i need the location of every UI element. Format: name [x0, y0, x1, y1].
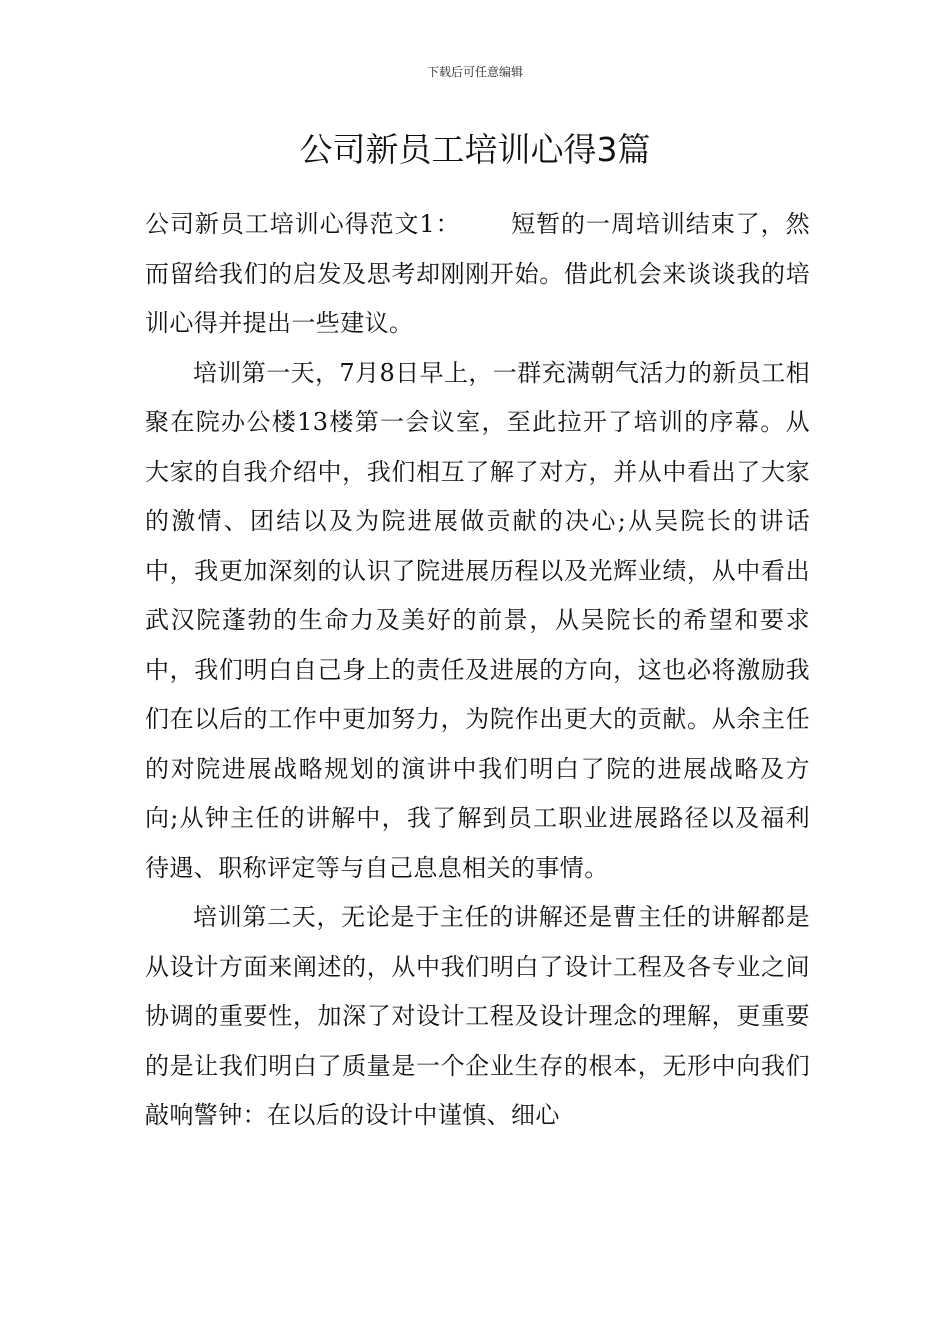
paragraph-day-one: 培训第一天，7月8日早上，一群充满朝气活力的新员工相聚在院办公楼13楼第一会议室，至此拉开了培训的序幕。从大家的自我介绍中，我们相互了解了对方，并从中看出了大家的激情、团结以及为院进展做贡献的决心;从吴院长的讲话中，我更加深刻的认识了院进展历程以及光辉业绩，从中看出武汉院蓬勃的生命力及美好的前景，从吴院长的希望和要求中，我们明白自己身上的责任及进展的方向，这也必将激励我们在以后的工作中更加努力，为院作出更大的贡献。从余主任的对院进展战略规划的演讲中我们明白了院的进展战略及方向;从钟主任的讲解中，我了解到员工职业进展路径以及福利待遇、职称评定等与自己息息相关的事情。: [145, 358, 810, 882]
paragraph-day-two: 培训第二天，无论是于主任的讲解还是曹主任的讲解都是从设计方面来阐述的，从中我们明白了设计工程及各专业之间协调的重要性，加深了对设计工程及设计理念的理解，更重要的是让我们明白了质量是一个企业生存的根本，无形中向我们敲响警钟：在以后的设计中谨慎、细心: [145, 903, 810, 1129]
document-body: [145, 200, 810, 1141]
intro-paragraph: [145, 200, 810, 349]
intro-lead: 公司新员工培训心得范文1：: [145, 210, 461, 238]
header-note: 下载后可任意编辑: [426, 65, 523, 79]
document-title: 公司新员工培训心得3篇: [299, 130, 651, 169]
intro-text: 短暂的一周培训结束了，然而留给我们的启发及思考却刚刚开始。借此机会来谈谈我的培训心得并提出一些建议。: [145, 210, 810, 337]
